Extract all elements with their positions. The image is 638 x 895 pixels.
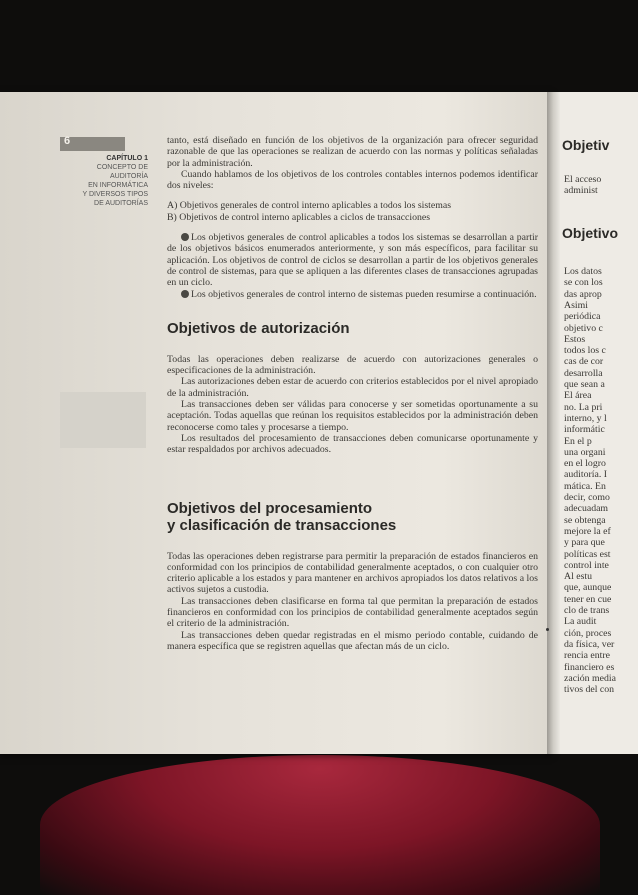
right-line: políticas est <box>564 548 611 560</box>
right-line: mática. En <box>564 480 606 492</box>
paragraph: Las transacciones deben ser válidas para conocerse y ser sometidas oportunamente a su aceptación. Todas aquellas que reúnan los requisitos establecidos por la administración deben reconocerse como tales y procesarse a tiempo. <box>167 399 538 433</box>
right-line: en el logro <box>564 458 606 470</box>
right-heading: Objetivo <box>562 225 619 241</box>
paragraph: Todas las operaciones deben registrarse para permitir la preparación de estados financieros en conformidad con los principios de contabilidad generalmente aceptados, o con cualquier otro criterio aplicable a los estados y para mantener en archivos apropiados los datos relativos a los activos sujetos a custodia. <box>167 550 538 596</box>
chapter-title-line: Y DIVERSOS TIPOS <box>82 191 148 198</box>
right-line: administ <box>564 185 598 196</box>
right-line: das aprop <box>564 288 602 300</box>
right-line: decir, como <box>564 492 610 503</box>
right-line: Los datos <box>564 266 602 277</box>
right-line: todos los c <box>564 345 606 357</box>
right-line: zación media <box>564 672 616 684</box>
right-line: En el p <box>564 435 592 447</box>
chapter-label: CAPÍTULO 1 <box>106 155 148 162</box>
right-line: rencia entre <box>564 650 610 662</box>
right-line: El acceso <box>564 174 602 185</box>
page-edge-mark <box>546 628 549 631</box>
right-line: se obtenga <box>564 514 606 526</box>
paragraph: Las transacciones deben clasificarse en forma tal que permitan la preparación de estados financieros en conformidad con los principios de contabilidad generalmente aceptados según el criterio de la administración. <box>167 595 538 630</box>
heading-line: y clasificación de transacciones <box>167 516 397 534</box>
paragraph: Las autorizaciones deben estar de acuerdo con criterios establecidos por el nivel apropiado de la administración. <box>167 376 538 399</box>
red-cloth-background <box>40 755 600 895</box>
paragraph: Todas las operaciones deben realizarse de acuerdo con autorizaciones generales o especificaciones de la administración. <box>167 353 538 377</box>
right-line: ción, proces <box>564 627 612 639</box>
chapter-title-line: CONCEPTO DE <box>96 164 148 171</box>
right-line: auditoría. I <box>564 469 607 481</box>
chapter-title-line: EN INFORMÁTICA <box>88 182 148 189</box>
right-line: clo de trans <box>564 605 610 616</box>
heading-line: Objetivos del procesamiento <box>167 499 373 517</box>
paragraph: Los resultados del procesamiento de transacciones deben comunicarse oportunamente y estar respaldados por archivos adecuados. <box>167 432 538 456</box>
right-line: desarrolla <box>564 367 603 379</box>
paragraph: tanto, está diseñado en función de los objetivos de la organización para ofrecer seguridad razonable de que las operaciones se realizan de acuerdo con las normas y políticas señaladas por la administración. <box>167 135 538 169</box>
right-heading: Objetiv <box>562 137 610 153</box>
right-line: y para que <box>564 537 605 549</box>
paragraph: Las transacciones deben quedar registradas en el mismo periodo contable, cuidando de manera específica que se registren aquellas que afectan más de un ciclo. <box>167 629 538 652</box>
right-line: que, aunque <box>564 582 612 594</box>
right-line: Asimi <box>564 299 588 311</box>
right-line: interno, y l <box>564 412 607 424</box>
right-line: La audit <box>564 616 597 628</box>
paragraph: Cuando hablamos de los objetivos de los controles contables internos podemos identificar dos niveles: <box>167 168 538 192</box>
right-line: informátic <box>564 424 605 436</box>
paragraph: Los objetivos generales de control interno de sistemas pueden resumirse a continuación. <box>167 289 538 300</box>
right-line: tener en cue <box>564 593 612 605</box>
objectives-list <box>167 200 538 223</box>
chapter-header <box>70 154 148 208</box>
right-line: una organi <box>564 446 606 458</box>
bullet-icon <box>181 290 189 298</box>
right-line: adecuadam <box>564 503 609 515</box>
bleed-through-sidebar <box>60 392 146 448</box>
right-line: mejore la ef <box>564 525 611 537</box>
right-line: Al estu <box>564 571 593 583</box>
list-item: B) Objetivos de control interno aplicables a ciclos de transacciones <box>167 211 431 223</box>
paragraph: Los objetivos generales de control aplicables a todos los sistemas se desarrollan a partir de los objetivos básicos enumerados anteriormente, y son más específicos, para facilitar su aplicación. Los objetivos de control de ciclos se desarrollan a partir de los objetivos generales de control de sistemas, para que se apliquen a las diferentes clases de transacciones agrupadas en un ciclo. <box>167 232 538 289</box>
book-gutter <box>547 92 561 754</box>
page-number: 6 <box>64 135 71 147</box>
right-line: periódica <box>564 311 601 323</box>
right-line: objetivo c <box>564 322 603 334</box>
right-line: financiero es <box>564 661 615 673</box>
right-line: da física, ver <box>564 638 615 650</box>
right-page <box>560 92 638 754</box>
right-line: tivos del con <box>564 684 615 696</box>
main-text-column <box>167 135 538 652</box>
right-line: Estos <box>564 333 586 345</box>
chapter-title-line: DE AUDITORÍAS <box>94 200 148 207</box>
right-line: no. La pri <box>564 401 603 413</box>
right-line: se con los <box>564 277 603 289</box>
section-heading <box>167 500 538 534</box>
right-line: control inte <box>564 559 609 571</box>
right-line: que sean a <box>564 379 605 390</box>
section-heading: Objetivos de autorización <box>167 319 350 337</box>
right-line: cas de cor <box>564 356 604 368</box>
right-line: El área <box>564 390 592 402</box>
bullet-icon <box>181 233 189 241</box>
chapter-title-line: AUDITORÍA <box>110 173 148 180</box>
list-item: A) Objetivos generales de control interno aplicables a todos los sistemas <box>167 200 452 212</box>
